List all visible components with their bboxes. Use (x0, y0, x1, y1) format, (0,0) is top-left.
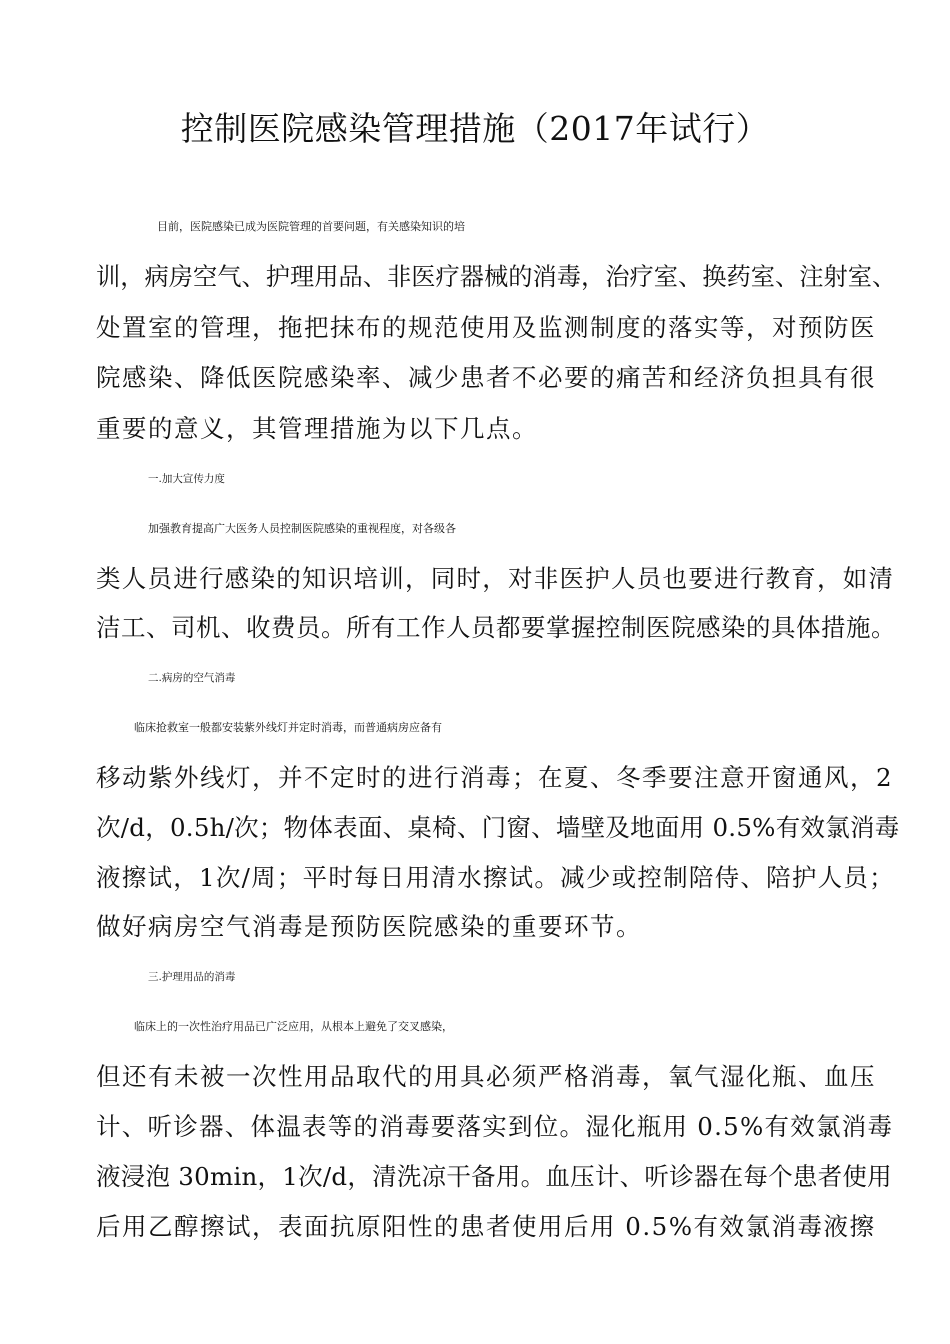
paragraph-line: 次/d，0.5h/次；物体表面、桌椅、门窗、墙壁及地面用 0.5%有效氯消毒 (96, 813, 900, 842)
section-heading: 一.加大宣传力度 (148, 473, 225, 485)
paragraph-line: 类人员进行感染的知识培训，同时，对非医护人员也要进行教育，如清 (96, 564, 895, 593)
paragraph-line: 加强教育提高广大医务人员控制医院感染的重视程度，对各级各 (148, 522, 456, 535)
paragraph-line: 液擦试，1次/周；平时每日用清水擦试。减少或控制陪侍、陪护人员； (96, 863, 895, 892)
paragraph-line: 但还有未被一次性用品取代的用具必须严格消毒，氧气湿化瓶、血压 (96, 1062, 876, 1091)
paragraph-line: 目前，医院感染已成为医院管理的首要问题，有关感染知识的培 (157, 220, 465, 233)
section-heading: 二.病房的空气消毒 (148, 672, 236, 684)
paragraph-line: 临床上的一次性治疗用品已广泛应用，从根本上避免了交叉感染， (134, 1020, 453, 1033)
paragraph-line: 液浸泡 30min，1次/d，清洗凉干备用。血压计、听诊器在每个患者使用 (96, 1162, 892, 1191)
section-heading: 三.护理用品的消毒 (148, 971, 236, 983)
paragraph-line: 训，病房空气、护理用品、非医疗器械的消毒，治疗室、换药室、注射室、 (96, 262, 897, 291)
paragraph-line: 处置室的管理，拖把抹布的规范使用及监测制度的落实等，对预防医 (96, 313, 876, 342)
paragraph-line: 院感染、降低医院感染率、减少患者不必要的痛苦和经济负担具有很 (96, 363, 876, 392)
paragraph-line: 重要的意义，其管理措施为以下几点。 (96, 414, 538, 443)
paragraph-line: 后用乙醇擦试，表面抗原阳性的患者使用后用 0.5%有效氯消毒液擦 (96, 1212, 876, 1241)
document-title: 控制医院感染管理措施（2017年试行） (180, 109, 770, 148)
paragraph-line: 计、听诊器、体温表等的消毒要落实到位。湿化瓶用 0.5%有效氯消毒 (96, 1112, 894, 1141)
paragraph-line: 临床抢救室一般都安装紫外线灯并定时消毒，而普通病房应备有 (134, 721, 442, 734)
paragraph-line: 洁工、司机、收费员。所有工作人员都要掌握控制医院感染的具体措施。 (96, 613, 896, 642)
paragraph-line: 移动紫外线灯，并不定时的进行消毒；在夏、冬季要注意开窗通风，2 (96, 763, 894, 792)
paragraph-line: 做好病房空气消毒是预防医院感染的重要环节。 (96, 912, 642, 941)
